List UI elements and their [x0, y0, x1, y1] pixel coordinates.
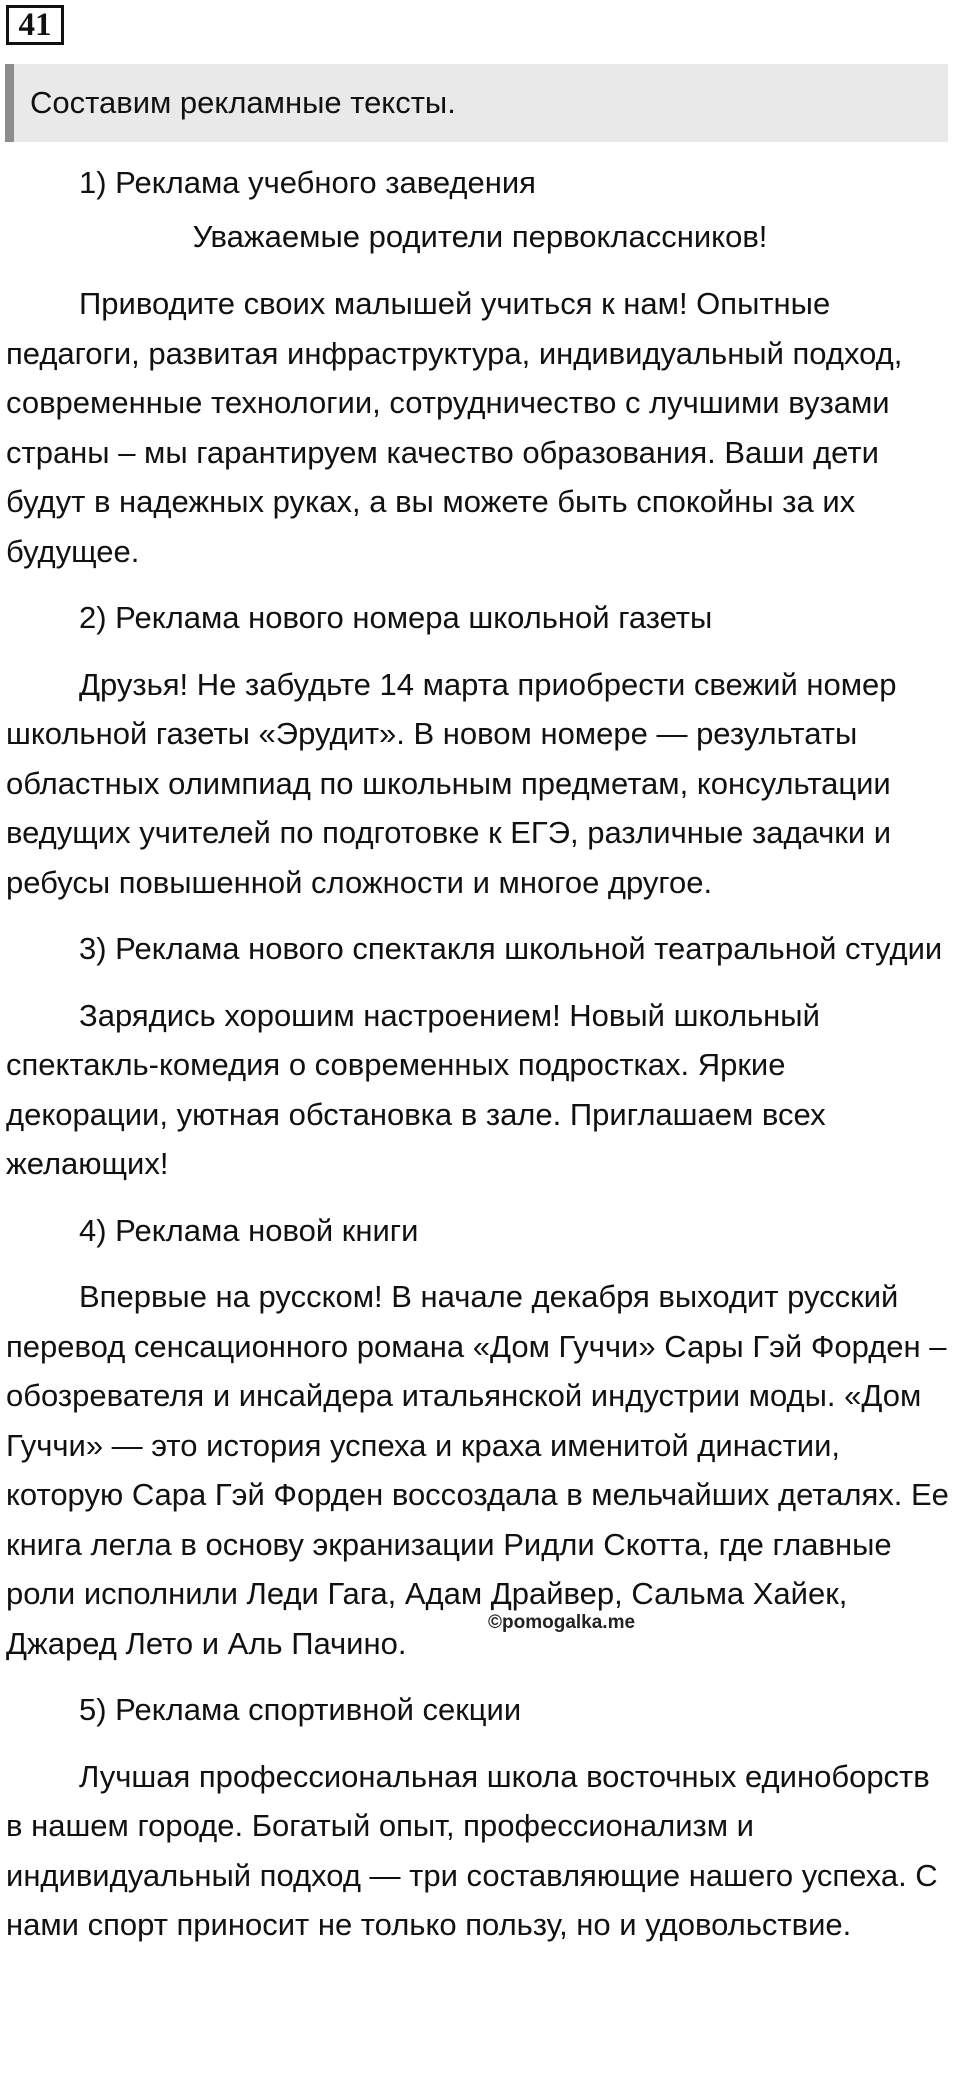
section-body-1: Приводите своих малышей учиться к нам! Опытные педагоги, развитая инфраструктура, индивидуальный подход, современные технологии, сотрудничество с лучшими вузами страны – мы гарантируем качество образования. Ваши дети будут в надежных руках, а вы можете быть спокойны за их будущее.	[6, 286, 903, 569]
section-heading-2: 2) Реклама нового номера школьной газеты	[79, 600, 713, 635]
exercise-number: 41	[6, 5, 64, 45]
section-heading-1: 1) Реклама учебного заведения	[79, 165, 536, 200]
section-heading-4: 4) Реклама новой книги	[79, 1212, 419, 1248]
section-heading-3: 3) Реклама нового спектакля школьной театральной студии	[79, 931, 943, 966]
watermark: ©pomogalka.me	[488, 1612, 636, 1633]
section-body-5: Лучшая профессиональная школа восточных единоборств в нашем городе. Богатый опыт, профессионализм и индивидуальный подход — три составляющие нашего успеха. С нами спорт приносит не только пользу, но и удовольствие.	[6, 1758, 938, 1942]
section-body-2: Друзья! Не забудьте 14 марта приобрести свежий номер школьной газеты «Эрудит». В новом номере — результаты областных олимпиад по школьным предметам, консультации ведущих учителей по подготовке к ЕГЭ, различные задачки и ребусы повышенной сложности и многое другое.	[6, 666, 897, 900]
task-banner	[5, 64, 948, 142]
section-body-3: Зарядись хорошим настроением! Новый школьный спектакль-комедия о современных подростках. Яркие декорации, уютная обстановка в зале. Приглашаем всех желающих!	[6, 997, 826, 1181]
section-greeting-1: Уважаемые родители первоклассников!	[192, 218, 768, 254]
task-banner-text: Составим рекламные тексты.	[30, 85, 456, 120]
answer-content	[6, 158, 954, 1950]
section-heading-5: 5) Реклама спортивной секции	[79, 1692, 522, 1727]
section-body-4: Впервые на русском! В начале декабря выходит русский перевод сенсационного романа «Дом Гуччи» Сары Гэй Форден – обозревателя и инсайдера итальянской индустрии моды. «Дом Гуччи» — это история успеха и краха именитой династии, которую Сара Гэй Форден воссоздала в мельчайших деталях. Ее книга легла в основу экранизации Ридли Скотта, где главные роли исполнили Леди Гага, Адам Драйвер, Сальма Хайек, Джаред Лето и Аль Пачино.	[6, 1279, 949, 1661]
